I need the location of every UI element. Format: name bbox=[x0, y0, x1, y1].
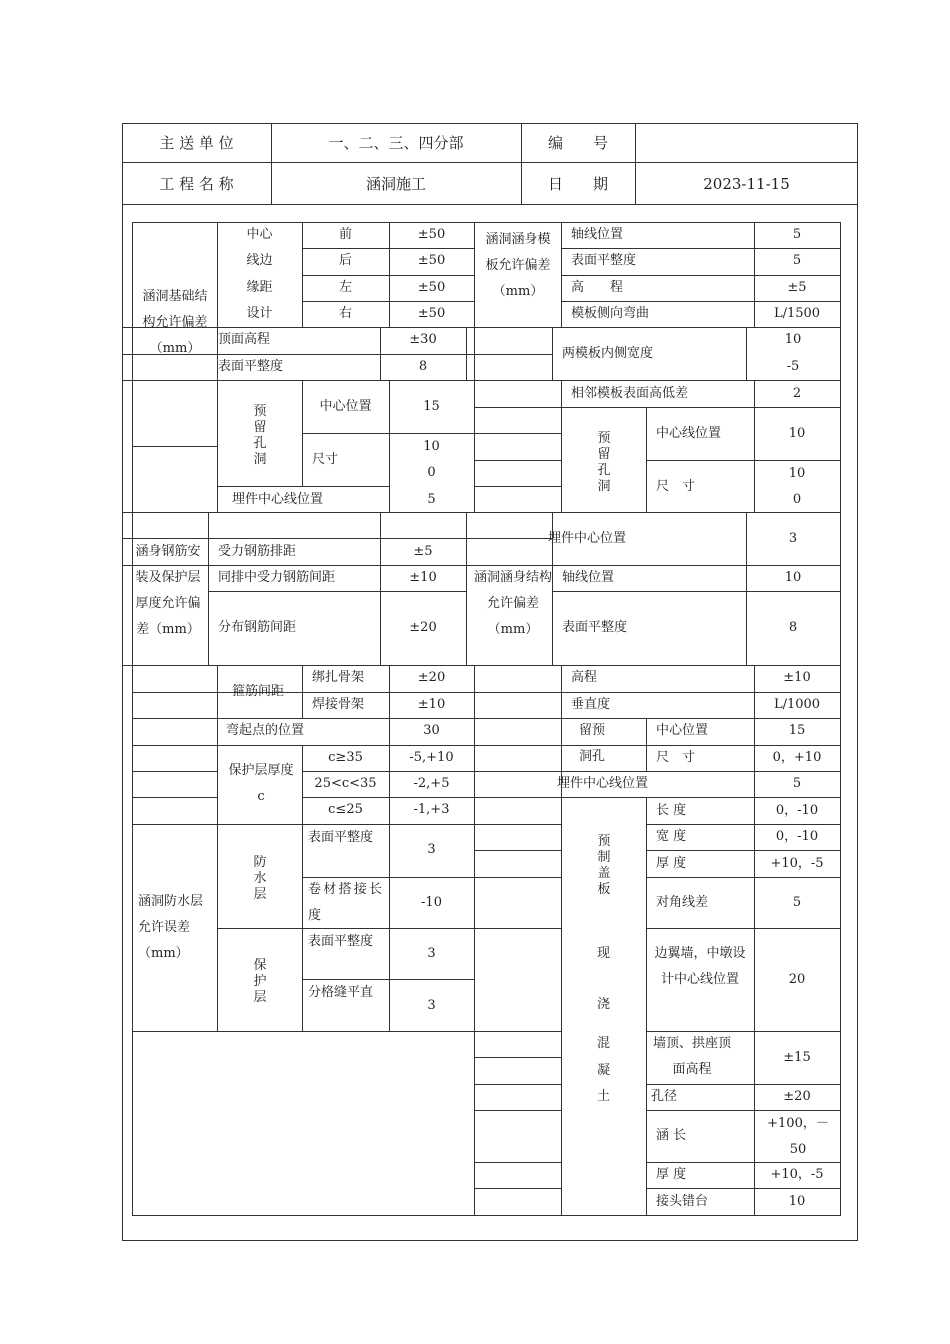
waterproof-flat-value: 3 bbox=[427, 842, 436, 857]
precast-item: 宽 度 bbox=[656, 829, 687, 844]
inner-width-value: -5 bbox=[786, 359, 800, 374]
cast-group-char: 土 bbox=[596, 1089, 610, 1104]
formwork-item: 表面平整度 bbox=[571, 253, 637, 268]
center-label: 缘距 bbox=[246, 280, 273, 295]
cast-group-char: 浇 bbox=[596, 997, 610, 1012]
joint-label: 分格缝平直 bbox=[308, 985, 374, 1000]
hole-size-value: 0 bbox=[427, 465, 436, 480]
structure-hole-size-value: 0，+10 bbox=[772, 750, 822, 765]
structure-axis-value: 10 bbox=[784, 570, 802, 585]
center-label: 中心 bbox=[246, 227, 273, 242]
structure-vert-value: L/1000 bbox=[773, 697, 821, 712]
dir-right: 右 bbox=[338, 306, 352, 321]
project-value: 涵洞施工 bbox=[365, 175, 426, 193]
formwork-item: 高 程 bbox=[571, 280, 624, 295]
dir-left: 左 bbox=[338, 280, 352, 295]
cast-group-char: 凝 bbox=[596, 1063, 610, 1078]
formwork-hole-size-value: 0 bbox=[792, 492, 802, 507]
precast-item: 对角线差 bbox=[656, 895, 709, 910]
structure-hole-center-label: 中心位置 bbox=[656, 723, 709, 738]
formwork-value: 5 bbox=[792, 253, 802, 268]
center-label: 设计 bbox=[246, 306, 273, 321]
cast-top-label: 墙顶、拱座顶面高程 bbox=[652, 1036, 731, 1077]
bound-label: 绑扎骨架 bbox=[312, 670, 365, 685]
cast-wing-value: 20 bbox=[788, 972, 806, 987]
waterproof-lap-value: -10 bbox=[421, 895, 442, 910]
waterproof-flat-label: 表面平整度 bbox=[308, 830, 374, 845]
precast-value: +10，-5 bbox=[770, 856, 824, 871]
dir-value: ±50 bbox=[417, 253, 446, 268]
cast-joint-value: 10 bbox=[788, 1194, 806, 1209]
cast-joint-label: 接头错台 bbox=[656, 1194, 709, 1209]
number-label: 编 号 bbox=[547, 134, 608, 152]
joint-value: 3 bbox=[427, 998, 436, 1013]
cast-wing-label: 边翼墙，中墩设计中心线位置 bbox=[654, 946, 746, 987]
rebar-item: 同排中受力钢筋间距 bbox=[218, 570, 336, 585]
structure-embed-value: 5 bbox=[792, 776, 802, 791]
adjacent-value: 2 bbox=[792, 386, 802, 401]
project-label: 工 程 名 称 bbox=[159, 175, 234, 193]
cover-value: -1,+3 bbox=[413, 802, 450, 817]
flatness-label: 表面平整度 bbox=[218, 359, 284, 374]
dir-value: ±50 bbox=[417, 227, 446, 242]
date-label: 日 期 bbox=[547, 175, 608, 193]
hole-size-value: 10 bbox=[423, 439, 440, 454]
date-value: 2023-11-15 bbox=[703, 175, 790, 193]
top-elev-label: 顶面高程 bbox=[218, 332, 271, 347]
structure-elev-label: 高程 bbox=[571, 670, 598, 685]
header-divider bbox=[122, 162, 858, 163]
embed-label: 埋件中心线位置 bbox=[232, 492, 324, 507]
protect-flat-label: 表面平整度 bbox=[308, 934, 374, 949]
precast-group-label: 预制盖板 bbox=[597, 834, 611, 897]
cast-top-value: ±15 bbox=[783, 1050, 811, 1065]
structure-elev-value: ±10 bbox=[783, 670, 811, 685]
cover-row: c≥35 bbox=[328, 750, 363, 765]
cover-label: 保护层厚度c bbox=[228, 763, 294, 804]
cast-span-value: ±20 bbox=[783, 1089, 811, 1104]
precast-value: 0，-10 bbox=[775, 803, 819, 818]
cover-value: -2,+5 bbox=[413, 776, 450, 791]
formwork-value: ±5 bbox=[787, 280, 807, 295]
precast-value: 5 bbox=[792, 895, 802, 910]
hole-center-label: 中心位置 bbox=[319, 399, 372, 414]
flatness-value: 8 bbox=[418, 359, 428, 374]
cover-row: c≤25 bbox=[328, 802, 363, 817]
welded-label: 焊接骨架 bbox=[312, 697, 365, 712]
formwork-embed-label: 埋件中心位置 bbox=[548, 531, 627, 546]
inner-width-label: 两模板内侧宽度 bbox=[562, 346, 654, 361]
cast-span-label: 孔径 bbox=[651, 1089, 678, 1104]
sender-label: 主 送 单 位 bbox=[159, 134, 234, 152]
structure-hole-label: 留预洞孔 bbox=[578, 723, 605, 764]
precast-item: 厚 度 bbox=[656, 856, 687, 871]
protect-flat-value: 3 bbox=[427, 946, 436, 961]
cover-row: 25<c<35 bbox=[314, 776, 377, 791]
cast-length-value: +100，－50 bbox=[767, 1116, 829, 1157]
formwork-value: 5 bbox=[792, 227, 802, 242]
bend-label: 弯起点的位置 bbox=[226, 723, 305, 738]
cast-group-char: 现 bbox=[596, 946, 610, 961]
hole-label: 预留孔洞 bbox=[253, 404, 267, 467]
embed-value: 5 bbox=[427, 492, 436, 507]
hole-center-value: 15 bbox=[423, 399, 440, 414]
dir-back: 后 bbox=[338, 253, 352, 268]
structure-hole-size-label: 尺 寸 bbox=[656, 750, 696, 765]
bend-value: 30 bbox=[423, 723, 440, 738]
header-bottom bbox=[122, 204, 858, 205]
center-label: 线边 bbox=[246, 253, 273, 268]
adjacent-label: 相邻模板表面高低差 bbox=[571, 386, 689, 401]
formwork-hole-center-label: 中心线位置 bbox=[656, 426, 722, 441]
formwork-item: 轴线位置 bbox=[571, 227, 624, 242]
stirrup-label: 箍筋间距 bbox=[232, 684, 285, 699]
structure-axis-label: 轴线位置 bbox=[562, 570, 615, 585]
formwork-item: 模板侧向弯曲 bbox=[571, 306, 650, 321]
formwork-hole-size-label: 尺 寸 bbox=[656, 479, 696, 494]
hole-size-label: 尺寸 bbox=[312, 452, 339, 467]
inner-width-value: 10 bbox=[784, 332, 802, 347]
formwork-value: L/1500 bbox=[773, 306, 821, 321]
structure-flat-value: 8 bbox=[788, 620, 798, 635]
cover-value: -5,+10 bbox=[409, 750, 454, 765]
rebar-value: ±10 bbox=[409, 570, 437, 585]
formwork-embed-value: 3 bbox=[788, 531, 798, 546]
cast-thick-value: +10，-5 bbox=[770, 1167, 824, 1182]
rebar-group-label: 涵身钢筋安装及保护层厚度允许偏差（mm） bbox=[135, 544, 201, 637]
dir-front: 前 bbox=[338, 227, 352, 242]
structure-flat-label: 表面平整度 bbox=[562, 620, 628, 635]
protect-layer-label: 保护层 bbox=[253, 958, 267, 1005]
cast-group-char: 混 bbox=[596, 1036, 610, 1051]
structure-hole-center-value: 15 bbox=[788, 723, 806, 738]
welded-value: ±10 bbox=[417, 697, 446, 712]
structure-embed-label: 埋件中心线位置 bbox=[557, 776, 649, 791]
rebar-value: ±20 bbox=[409, 620, 437, 635]
rebar-item: 分布钢筋间距 bbox=[218, 620, 297, 635]
rebar-value: ±5 bbox=[413, 544, 433, 559]
dir-value: ±50 bbox=[417, 306, 446, 321]
precast-item: 长 度 bbox=[656, 803, 687, 818]
cast-thick-label: 厚 度 bbox=[656, 1167, 687, 1182]
formwork-hole-size-value: 10 bbox=[788, 466, 806, 481]
dir-value: ±50 bbox=[417, 280, 446, 295]
foundation-group-label: 涵洞基础结构允许偏差（mm） bbox=[142, 289, 208, 356]
cast-length-label: 涵 长 bbox=[656, 1128, 687, 1143]
waterproof-layer-label: 防水层 bbox=[253, 855, 267, 902]
structure-group-label: 涵洞涵身结构允许偏差（mm） bbox=[474, 570, 553, 637]
bound-value: ±20 bbox=[417, 670, 446, 685]
sender-value: 一、二、三、四分部 bbox=[328, 134, 464, 152]
rebar-item: 受力钢筋排距 bbox=[218, 544, 297, 559]
structure-vert-label: 垂直度 bbox=[571, 697, 611, 712]
waterproof-lap-label: 卷材搭接长度 bbox=[308, 882, 382, 923]
formwork-hole-label: 预留孔洞 bbox=[597, 431, 611, 494]
top-elev-value: ±30 bbox=[409, 332, 437, 347]
formwork-group-label: 涵洞涵身模板允许偏差（mm） bbox=[485, 232, 551, 299]
formwork-hole-center-value: 10 bbox=[788, 426, 806, 441]
waterproof-group-label: 涵洞防水层允许误差（mm） bbox=[138, 894, 204, 961]
precast-value: 0，-10 bbox=[775, 829, 819, 844]
